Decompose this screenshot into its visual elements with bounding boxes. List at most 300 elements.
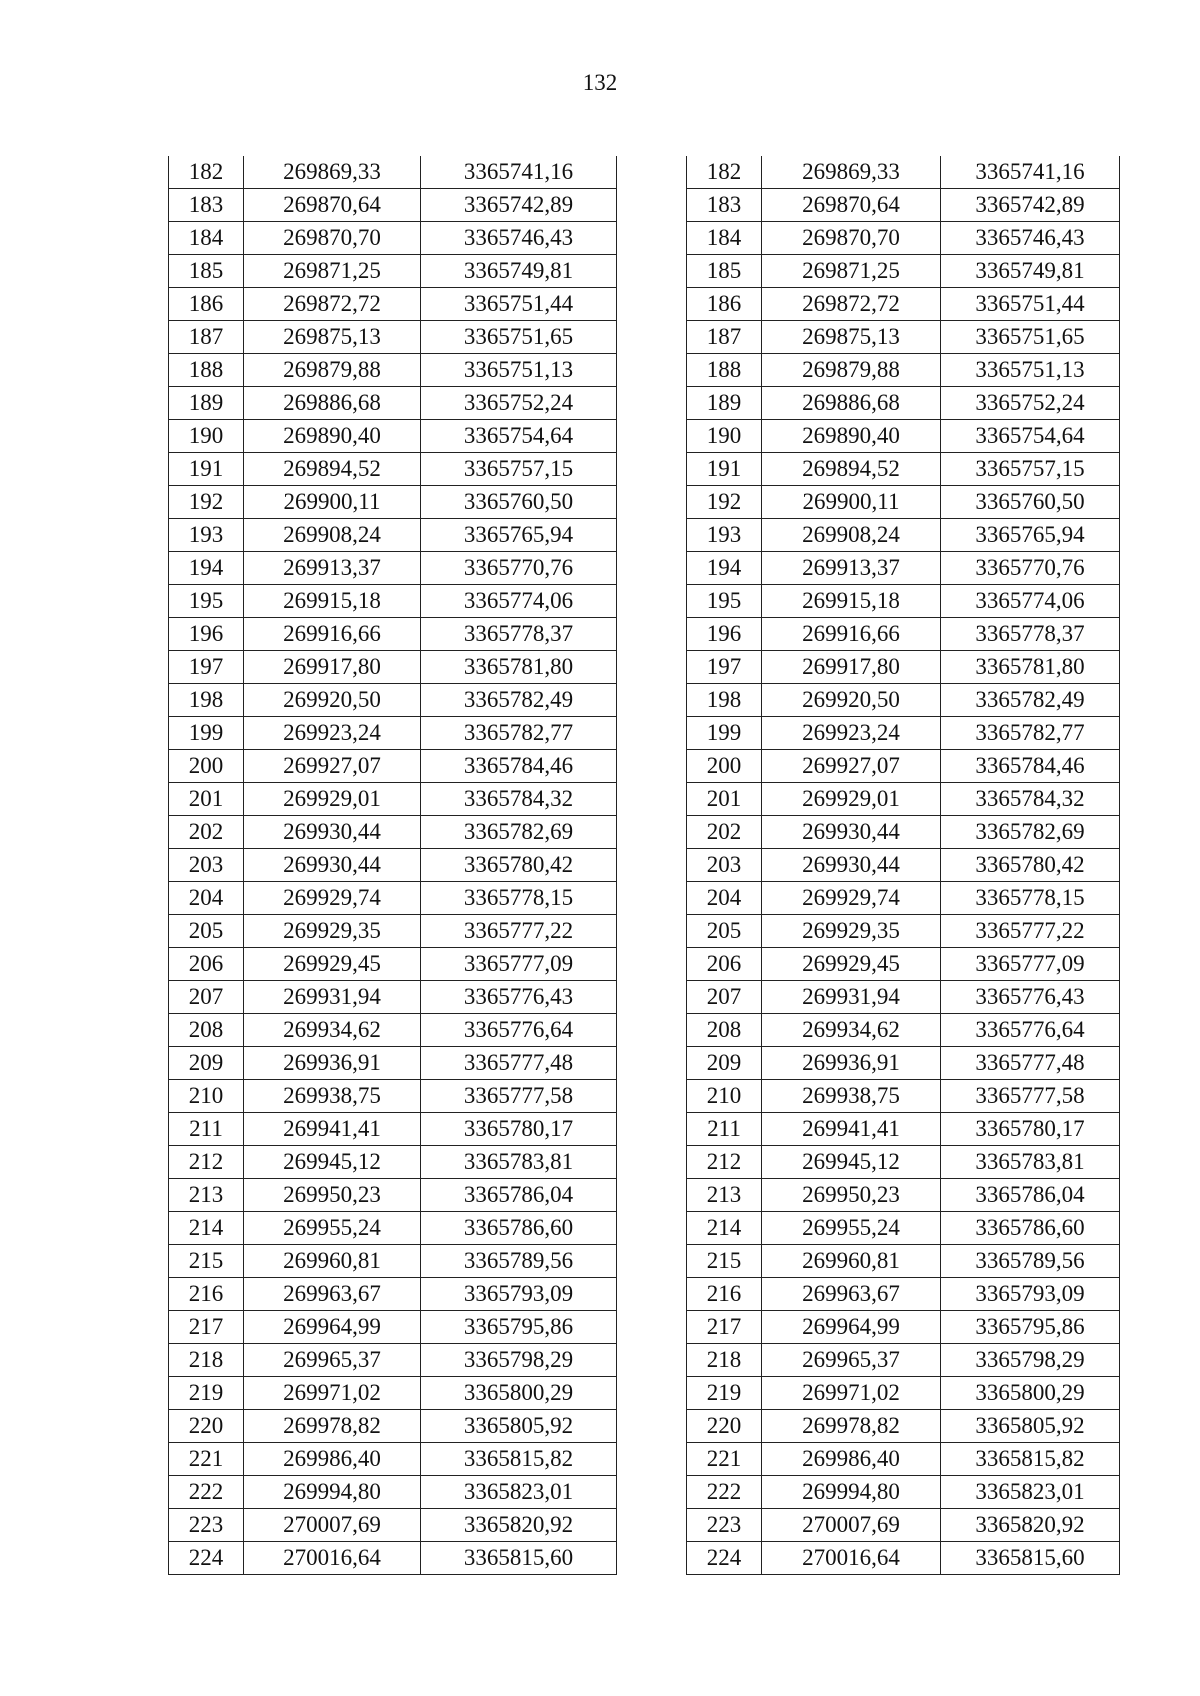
point-number-cell: 212 xyxy=(687,1146,762,1179)
y-coordinate-cell: 3365778,15 xyxy=(421,882,617,915)
x-coordinate-cell: 269978,82 xyxy=(762,1410,941,1443)
x-coordinate-cell: 269900,11 xyxy=(762,486,941,519)
table-row xyxy=(169,189,617,222)
point-number-cell: 204 xyxy=(169,882,244,915)
point-number-cell: 216 xyxy=(687,1278,762,1311)
x-coordinate-cell: 269929,45 xyxy=(762,948,941,981)
point-number-cell: 196 xyxy=(169,618,244,651)
table-row xyxy=(687,189,1120,222)
table-row xyxy=(687,981,1120,1014)
table-row xyxy=(687,222,1120,255)
point-number-cell: 187 xyxy=(169,321,244,354)
y-coordinate-cell: 3365805,92 xyxy=(941,1410,1120,1443)
point-number-cell: 219 xyxy=(169,1377,244,1410)
y-coordinate-cell: 3365757,15 xyxy=(421,453,617,486)
y-coordinate-cell: 3365786,60 xyxy=(421,1212,617,1245)
table-row xyxy=(169,1377,617,1410)
y-coordinate-cell: 3365751,13 xyxy=(421,354,617,387)
point-number-cell: 184 xyxy=(687,222,762,255)
x-coordinate-cell: 269870,70 xyxy=(762,222,941,255)
y-coordinate-cell: 3365765,94 xyxy=(421,519,617,552)
x-coordinate-cell: 269929,35 xyxy=(244,915,421,948)
x-coordinate-cell: 270016,64 xyxy=(244,1542,421,1575)
x-coordinate-cell: 269955,24 xyxy=(762,1212,941,1245)
x-coordinate-cell: 269950,23 xyxy=(762,1179,941,1212)
y-coordinate-cell: 3365742,89 xyxy=(421,189,617,222)
point-number-cell: 196 xyxy=(687,618,762,651)
y-coordinate-cell: 3365751,65 xyxy=(421,321,617,354)
point-number-cell: 214 xyxy=(687,1212,762,1245)
x-coordinate-cell: 269938,75 xyxy=(244,1080,421,1113)
table-row xyxy=(169,1179,617,1212)
point-number-cell: 197 xyxy=(687,651,762,684)
y-coordinate-cell: 3365786,04 xyxy=(941,1179,1120,1212)
table-row xyxy=(687,783,1120,816)
y-coordinate-cell: 3365749,81 xyxy=(941,255,1120,288)
page-number: 132 xyxy=(582,70,618,95)
point-number-cell: 224 xyxy=(169,1542,244,1575)
y-coordinate-cell: 3365805,92 xyxy=(421,1410,617,1443)
table-row xyxy=(687,255,1120,288)
point-number-cell: 224 xyxy=(687,1542,762,1575)
table-row xyxy=(687,1245,1120,1278)
x-coordinate-cell: 269869,33 xyxy=(762,156,941,189)
y-coordinate-cell: 3365820,92 xyxy=(941,1509,1120,1542)
table-row xyxy=(169,1476,617,1509)
point-number-cell: 194 xyxy=(169,552,244,585)
x-coordinate-cell: 269871,25 xyxy=(244,255,421,288)
table-row xyxy=(169,354,617,387)
y-coordinate-cell: 3365741,16 xyxy=(421,156,617,189)
y-coordinate-cell: 3365774,06 xyxy=(421,585,617,618)
table-row xyxy=(687,288,1120,321)
x-coordinate-cell: 269875,13 xyxy=(244,321,421,354)
table-row xyxy=(169,1113,617,1146)
x-coordinate-cell: 269994,80 xyxy=(762,1476,941,1509)
x-coordinate-cell: 269936,91 xyxy=(762,1047,941,1080)
x-coordinate-cell: 269879,88 xyxy=(244,354,421,387)
y-coordinate-cell: 3365777,48 xyxy=(421,1047,617,1080)
point-number-cell: 182 xyxy=(169,156,244,189)
y-coordinate-cell: 3365757,15 xyxy=(941,453,1120,486)
x-coordinate-cell: 269886,68 xyxy=(762,387,941,420)
y-coordinate-cell: 3365776,64 xyxy=(941,1014,1120,1047)
x-coordinate-cell: 269929,45 xyxy=(244,948,421,981)
table-row xyxy=(687,750,1120,783)
point-number-cell: 199 xyxy=(169,717,244,750)
x-coordinate-cell: 269945,12 xyxy=(244,1146,421,1179)
y-coordinate-cell: 3365751,65 xyxy=(941,321,1120,354)
point-number-cell: 222 xyxy=(687,1476,762,1509)
point-number-cell: 211 xyxy=(687,1113,762,1146)
y-coordinate-cell: 3365784,32 xyxy=(421,783,617,816)
x-coordinate-cell: 269941,41 xyxy=(244,1113,421,1146)
y-coordinate-cell: 3365798,29 xyxy=(421,1344,617,1377)
y-coordinate-cell: 3365752,24 xyxy=(941,387,1120,420)
table-row xyxy=(687,552,1120,585)
table-row xyxy=(687,1476,1120,1509)
table-row xyxy=(687,882,1120,915)
table-row xyxy=(169,981,617,1014)
point-number-cell: 205 xyxy=(169,915,244,948)
x-coordinate-cell: 269931,94 xyxy=(244,981,421,1014)
table-row xyxy=(169,783,617,816)
y-coordinate-cell: 3365793,09 xyxy=(421,1278,617,1311)
point-number-cell: 201 xyxy=(169,783,244,816)
table-row xyxy=(169,156,617,189)
point-number-cell: 195 xyxy=(169,585,244,618)
point-number-cell: 207 xyxy=(687,981,762,1014)
table-row xyxy=(169,453,617,486)
x-coordinate-cell: 269945,12 xyxy=(762,1146,941,1179)
x-coordinate-cell: 269920,50 xyxy=(244,684,421,717)
point-number-cell: 219 xyxy=(687,1377,762,1410)
x-coordinate-cell: 269872,72 xyxy=(244,288,421,321)
table-row xyxy=(687,1410,1120,1443)
y-coordinate-cell: 3365798,29 xyxy=(941,1344,1120,1377)
point-number-cell: 193 xyxy=(169,519,244,552)
x-coordinate-cell: 269927,07 xyxy=(244,750,421,783)
table-row xyxy=(687,948,1120,981)
point-number-cell: 209 xyxy=(687,1047,762,1080)
point-number-cell: 216 xyxy=(169,1278,244,1311)
x-coordinate-cell: 269938,75 xyxy=(762,1080,941,1113)
y-coordinate-cell: 3365776,64 xyxy=(421,1014,617,1047)
point-number-cell: 218 xyxy=(687,1344,762,1377)
table-row xyxy=(169,717,617,750)
table-row xyxy=(169,585,617,618)
point-number-cell: 209 xyxy=(169,1047,244,1080)
y-coordinate-cell: 3365784,46 xyxy=(421,750,617,783)
point-number-cell: 198 xyxy=(687,684,762,717)
table-row xyxy=(169,1080,617,1113)
point-number-cell: 205 xyxy=(687,915,762,948)
x-coordinate-cell: 269950,23 xyxy=(244,1179,421,1212)
point-number-cell: 223 xyxy=(169,1509,244,1542)
y-coordinate-cell: 3365795,86 xyxy=(421,1311,617,1344)
x-coordinate-cell: 269971,02 xyxy=(244,1377,421,1410)
y-coordinate-cell: 3365782,77 xyxy=(941,717,1120,750)
y-coordinate-cell: 3365774,06 xyxy=(941,585,1120,618)
table-row xyxy=(169,1410,617,1443)
table-row xyxy=(687,1212,1120,1245)
point-number-cell: 182 xyxy=(687,156,762,189)
point-number-cell: 213 xyxy=(687,1179,762,1212)
table-row xyxy=(169,1047,617,1080)
x-coordinate-cell: 269920,50 xyxy=(762,684,941,717)
x-coordinate-cell: 270007,69 xyxy=(244,1509,421,1542)
y-coordinate-cell: 3365786,04 xyxy=(421,1179,617,1212)
x-coordinate-cell: 269886,68 xyxy=(244,387,421,420)
point-number-cell: 203 xyxy=(169,849,244,882)
y-coordinate-cell: 3365782,77 xyxy=(421,717,617,750)
point-number-cell: 208 xyxy=(687,1014,762,1047)
table-row xyxy=(687,321,1120,354)
x-coordinate-cell: 269923,24 xyxy=(762,717,941,750)
y-coordinate-cell: 3365776,43 xyxy=(941,981,1120,1014)
y-coordinate-cell: 3365746,43 xyxy=(941,222,1120,255)
y-coordinate-cell: 3365749,81 xyxy=(421,255,617,288)
table-row xyxy=(687,1311,1120,1344)
x-coordinate-cell: 269915,18 xyxy=(762,585,941,618)
table-row xyxy=(169,321,617,354)
x-coordinate-cell: 269965,37 xyxy=(762,1344,941,1377)
x-coordinate-cell: 269978,82 xyxy=(244,1410,421,1443)
y-coordinate-cell: 3365777,22 xyxy=(421,915,617,948)
x-coordinate-cell: 269890,40 xyxy=(762,420,941,453)
x-coordinate-cell: 269870,64 xyxy=(244,189,421,222)
y-coordinate-cell: 3365815,82 xyxy=(941,1443,1120,1476)
y-coordinate-cell: 3365777,58 xyxy=(941,1080,1120,1113)
y-coordinate-cell: 3365778,15 xyxy=(941,882,1120,915)
x-coordinate-cell: 269927,07 xyxy=(762,750,941,783)
y-coordinate-cell: 3365752,24 xyxy=(421,387,617,420)
point-number-cell: 201 xyxy=(687,783,762,816)
table-row xyxy=(687,1377,1120,1410)
table-row xyxy=(687,1014,1120,1047)
point-number-cell: 221 xyxy=(169,1443,244,1476)
table-row xyxy=(169,1212,617,1245)
x-coordinate-cell: 269871,25 xyxy=(762,255,941,288)
y-coordinate-cell: 3365777,09 xyxy=(421,948,617,981)
x-coordinate-cell: 269894,52 xyxy=(762,453,941,486)
point-number-cell: 203 xyxy=(687,849,762,882)
table-row xyxy=(687,453,1120,486)
y-coordinate-cell: 3365760,50 xyxy=(941,486,1120,519)
y-coordinate-cell: 3365782,69 xyxy=(421,816,617,849)
x-coordinate-cell: 269915,18 xyxy=(244,585,421,618)
table-row xyxy=(169,750,617,783)
table-row xyxy=(687,156,1120,189)
x-coordinate-cell: 269875,13 xyxy=(762,321,941,354)
point-number-cell: 223 xyxy=(687,1509,762,1542)
point-number-cell: 194 xyxy=(687,552,762,585)
table-row xyxy=(687,849,1120,882)
x-coordinate-cell: 269960,81 xyxy=(244,1245,421,1278)
table-row xyxy=(169,1443,617,1476)
point-number-cell: 215 xyxy=(169,1245,244,1278)
y-coordinate-cell: 3365800,29 xyxy=(421,1377,617,1410)
point-number-cell: 189 xyxy=(687,387,762,420)
point-number-cell: 211 xyxy=(169,1113,244,1146)
point-number-cell: 188 xyxy=(169,354,244,387)
table-row xyxy=(687,1344,1120,1377)
y-coordinate-cell: 3365783,81 xyxy=(421,1146,617,1179)
y-coordinate-cell: 3365781,80 xyxy=(421,651,617,684)
table-row xyxy=(169,1311,617,1344)
x-coordinate-cell: 269894,52 xyxy=(244,453,421,486)
point-number-cell: 212 xyxy=(169,1146,244,1179)
x-coordinate-cell: 269964,99 xyxy=(762,1311,941,1344)
x-coordinate-cell: 269908,24 xyxy=(762,519,941,552)
table-row xyxy=(687,1179,1120,1212)
x-coordinate-cell: 269994,80 xyxy=(244,1476,421,1509)
x-coordinate-cell: 269963,67 xyxy=(244,1278,421,1311)
point-number-cell: 188 xyxy=(687,354,762,387)
point-number-cell: 207 xyxy=(169,981,244,1014)
point-number-cell: 222 xyxy=(169,1476,244,1509)
table-row xyxy=(169,684,617,717)
point-number-cell: 215 xyxy=(687,1245,762,1278)
x-coordinate-cell: 269941,41 xyxy=(762,1113,941,1146)
x-coordinate-cell: 269913,37 xyxy=(244,552,421,585)
point-number-cell: 220 xyxy=(169,1410,244,1443)
y-coordinate-cell: 3365780,17 xyxy=(941,1113,1120,1146)
point-number-cell: 218 xyxy=(169,1344,244,1377)
x-coordinate-cell: 269917,80 xyxy=(244,651,421,684)
x-coordinate-cell: 269934,62 xyxy=(762,1014,941,1047)
x-coordinate-cell: 269929,74 xyxy=(762,882,941,915)
point-number-cell: 213 xyxy=(169,1179,244,1212)
x-coordinate-cell: 269879,88 xyxy=(762,354,941,387)
point-number-cell: 214 xyxy=(169,1212,244,1245)
x-coordinate-cell: 269923,24 xyxy=(244,717,421,750)
y-coordinate-cell: 3365751,13 xyxy=(941,354,1120,387)
x-coordinate-cell: 269917,80 xyxy=(762,651,941,684)
y-coordinate-cell: 3365778,37 xyxy=(421,618,617,651)
x-coordinate-cell: 269929,35 xyxy=(762,915,941,948)
point-number-cell: 197 xyxy=(169,651,244,684)
point-number-cell: 186 xyxy=(687,288,762,321)
y-coordinate-cell: 3365780,42 xyxy=(421,849,617,882)
point-number-cell: 186 xyxy=(169,288,244,321)
table-row xyxy=(687,1278,1120,1311)
x-coordinate-cell: 269986,40 xyxy=(762,1443,941,1476)
table-row xyxy=(169,1146,617,1179)
table-row xyxy=(169,948,617,981)
x-coordinate-cell: 269930,44 xyxy=(762,849,941,882)
y-coordinate-cell: 3365776,43 xyxy=(421,981,617,1014)
point-number-cell: 190 xyxy=(169,420,244,453)
point-number-cell: 199 xyxy=(687,717,762,750)
point-number-cell: 189 xyxy=(169,387,244,420)
point-number-cell: 217 xyxy=(687,1311,762,1344)
y-coordinate-cell: 3365741,16 xyxy=(941,156,1120,189)
table-row xyxy=(687,651,1120,684)
y-coordinate-cell: 3365778,37 xyxy=(941,618,1120,651)
y-coordinate-cell: 3365780,42 xyxy=(941,849,1120,882)
y-coordinate-cell: 3365793,09 xyxy=(941,1278,1120,1311)
point-number-cell: 185 xyxy=(687,255,762,288)
y-coordinate-cell: 3365770,76 xyxy=(941,552,1120,585)
point-number-cell: 185 xyxy=(169,255,244,288)
y-coordinate-cell: 3365754,64 xyxy=(421,420,617,453)
table-row xyxy=(687,717,1120,750)
table-row xyxy=(687,1443,1120,1476)
y-coordinate-cell: 3365786,60 xyxy=(941,1212,1120,1245)
y-coordinate-cell: 3365784,46 xyxy=(941,750,1120,783)
point-number-cell: 191 xyxy=(687,453,762,486)
y-coordinate-cell: 3365777,58 xyxy=(421,1080,617,1113)
y-coordinate-cell: 3365781,80 xyxy=(941,651,1120,684)
table-row xyxy=(169,1278,617,1311)
x-coordinate-cell: 269929,01 xyxy=(244,783,421,816)
point-number-cell: 202 xyxy=(169,816,244,849)
x-coordinate-cell: 270007,69 xyxy=(762,1509,941,1542)
x-coordinate-cell: 269872,72 xyxy=(762,288,941,321)
point-number-cell: 198 xyxy=(169,684,244,717)
y-coordinate-cell: 3365815,82 xyxy=(421,1443,617,1476)
x-coordinate-cell: 269960,81 xyxy=(762,1245,941,1278)
point-number-cell: 221 xyxy=(687,1443,762,1476)
y-coordinate-cell: 3365770,76 xyxy=(421,552,617,585)
table-row xyxy=(169,387,617,420)
table-row xyxy=(169,1509,617,1542)
x-coordinate-cell: 269908,24 xyxy=(244,519,421,552)
point-number-cell: 217 xyxy=(169,1311,244,1344)
y-coordinate-cell: 3365751,44 xyxy=(941,288,1120,321)
y-coordinate-cell: 3365789,56 xyxy=(941,1245,1120,1278)
table-row xyxy=(169,618,617,651)
y-coordinate-cell: 3365782,49 xyxy=(421,684,617,717)
y-coordinate-cell: 3365777,22 xyxy=(941,915,1120,948)
coordinates-table-right xyxy=(686,156,1120,1575)
table-row xyxy=(169,882,617,915)
x-coordinate-cell: 269870,70 xyxy=(244,222,421,255)
table-row xyxy=(687,1113,1120,1146)
y-coordinate-cell: 3365782,69 xyxy=(941,816,1120,849)
point-number-cell: 208 xyxy=(169,1014,244,1047)
table-row xyxy=(169,849,617,882)
table-row xyxy=(687,684,1120,717)
point-number-cell: 220 xyxy=(687,1410,762,1443)
table-row xyxy=(169,519,617,552)
point-number-cell: 210 xyxy=(687,1080,762,1113)
y-coordinate-cell: 3365782,49 xyxy=(941,684,1120,717)
table-row xyxy=(169,915,617,948)
x-coordinate-cell: 269916,66 xyxy=(762,618,941,651)
x-coordinate-cell: 269971,02 xyxy=(762,1377,941,1410)
table-row xyxy=(687,420,1120,453)
point-number-cell: 200 xyxy=(169,750,244,783)
x-coordinate-cell: 269930,44 xyxy=(244,816,421,849)
y-coordinate-cell: 3365765,94 xyxy=(941,519,1120,552)
y-coordinate-cell: 3365789,56 xyxy=(421,1245,617,1278)
y-coordinate-cell: 3365823,01 xyxy=(421,1476,617,1509)
y-coordinate-cell: 3365746,43 xyxy=(421,222,617,255)
x-coordinate-cell: 269936,91 xyxy=(244,1047,421,1080)
y-coordinate-cell: 3365784,32 xyxy=(941,783,1120,816)
x-coordinate-cell: 269916,66 xyxy=(244,618,421,651)
y-coordinate-cell: 3365777,48 xyxy=(941,1047,1120,1080)
table-row xyxy=(687,618,1120,651)
table-row xyxy=(169,420,617,453)
table-row xyxy=(169,1014,617,1047)
x-coordinate-cell: 269986,40 xyxy=(244,1443,421,1476)
point-number-cell: 183 xyxy=(169,189,244,222)
x-coordinate-cell: 269931,94 xyxy=(762,981,941,1014)
table-row xyxy=(169,651,617,684)
table-row xyxy=(169,552,617,585)
x-coordinate-cell: 270016,64 xyxy=(762,1542,941,1575)
y-coordinate-cell: 3365800,29 xyxy=(941,1377,1120,1410)
point-number-cell: 187 xyxy=(687,321,762,354)
point-number-cell: 192 xyxy=(169,486,244,519)
table-row xyxy=(687,486,1120,519)
x-coordinate-cell: 269963,67 xyxy=(762,1278,941,1311)
x-coordinate-cell: 269870,64 xyxy=(762,189,941,222)
point-number-cell: 210 xyxy=(169,1080,244,1113)
table-row xyxy=(687,816,1120,849)
table-row xyxy=(169,255,617,288)
table-row xyxy=(687,519,1120,552)
table-row xyxy=(169,1344,617,1377)
x-coordinate-cell: 269930,44 xyxy=(244,849,421,882)
coordinates-table-left xyxy=(168,156,617,1575)
y-coordinate-cell: 3365823,01 xyxy=(941,1476,1120,1509)
y-coordinate-cell: 3365820,92 xyxy=(421,1509,617,1542)
y-coordinate-cell: 3365815,60 xyxy=(421,1542,617,1575)
